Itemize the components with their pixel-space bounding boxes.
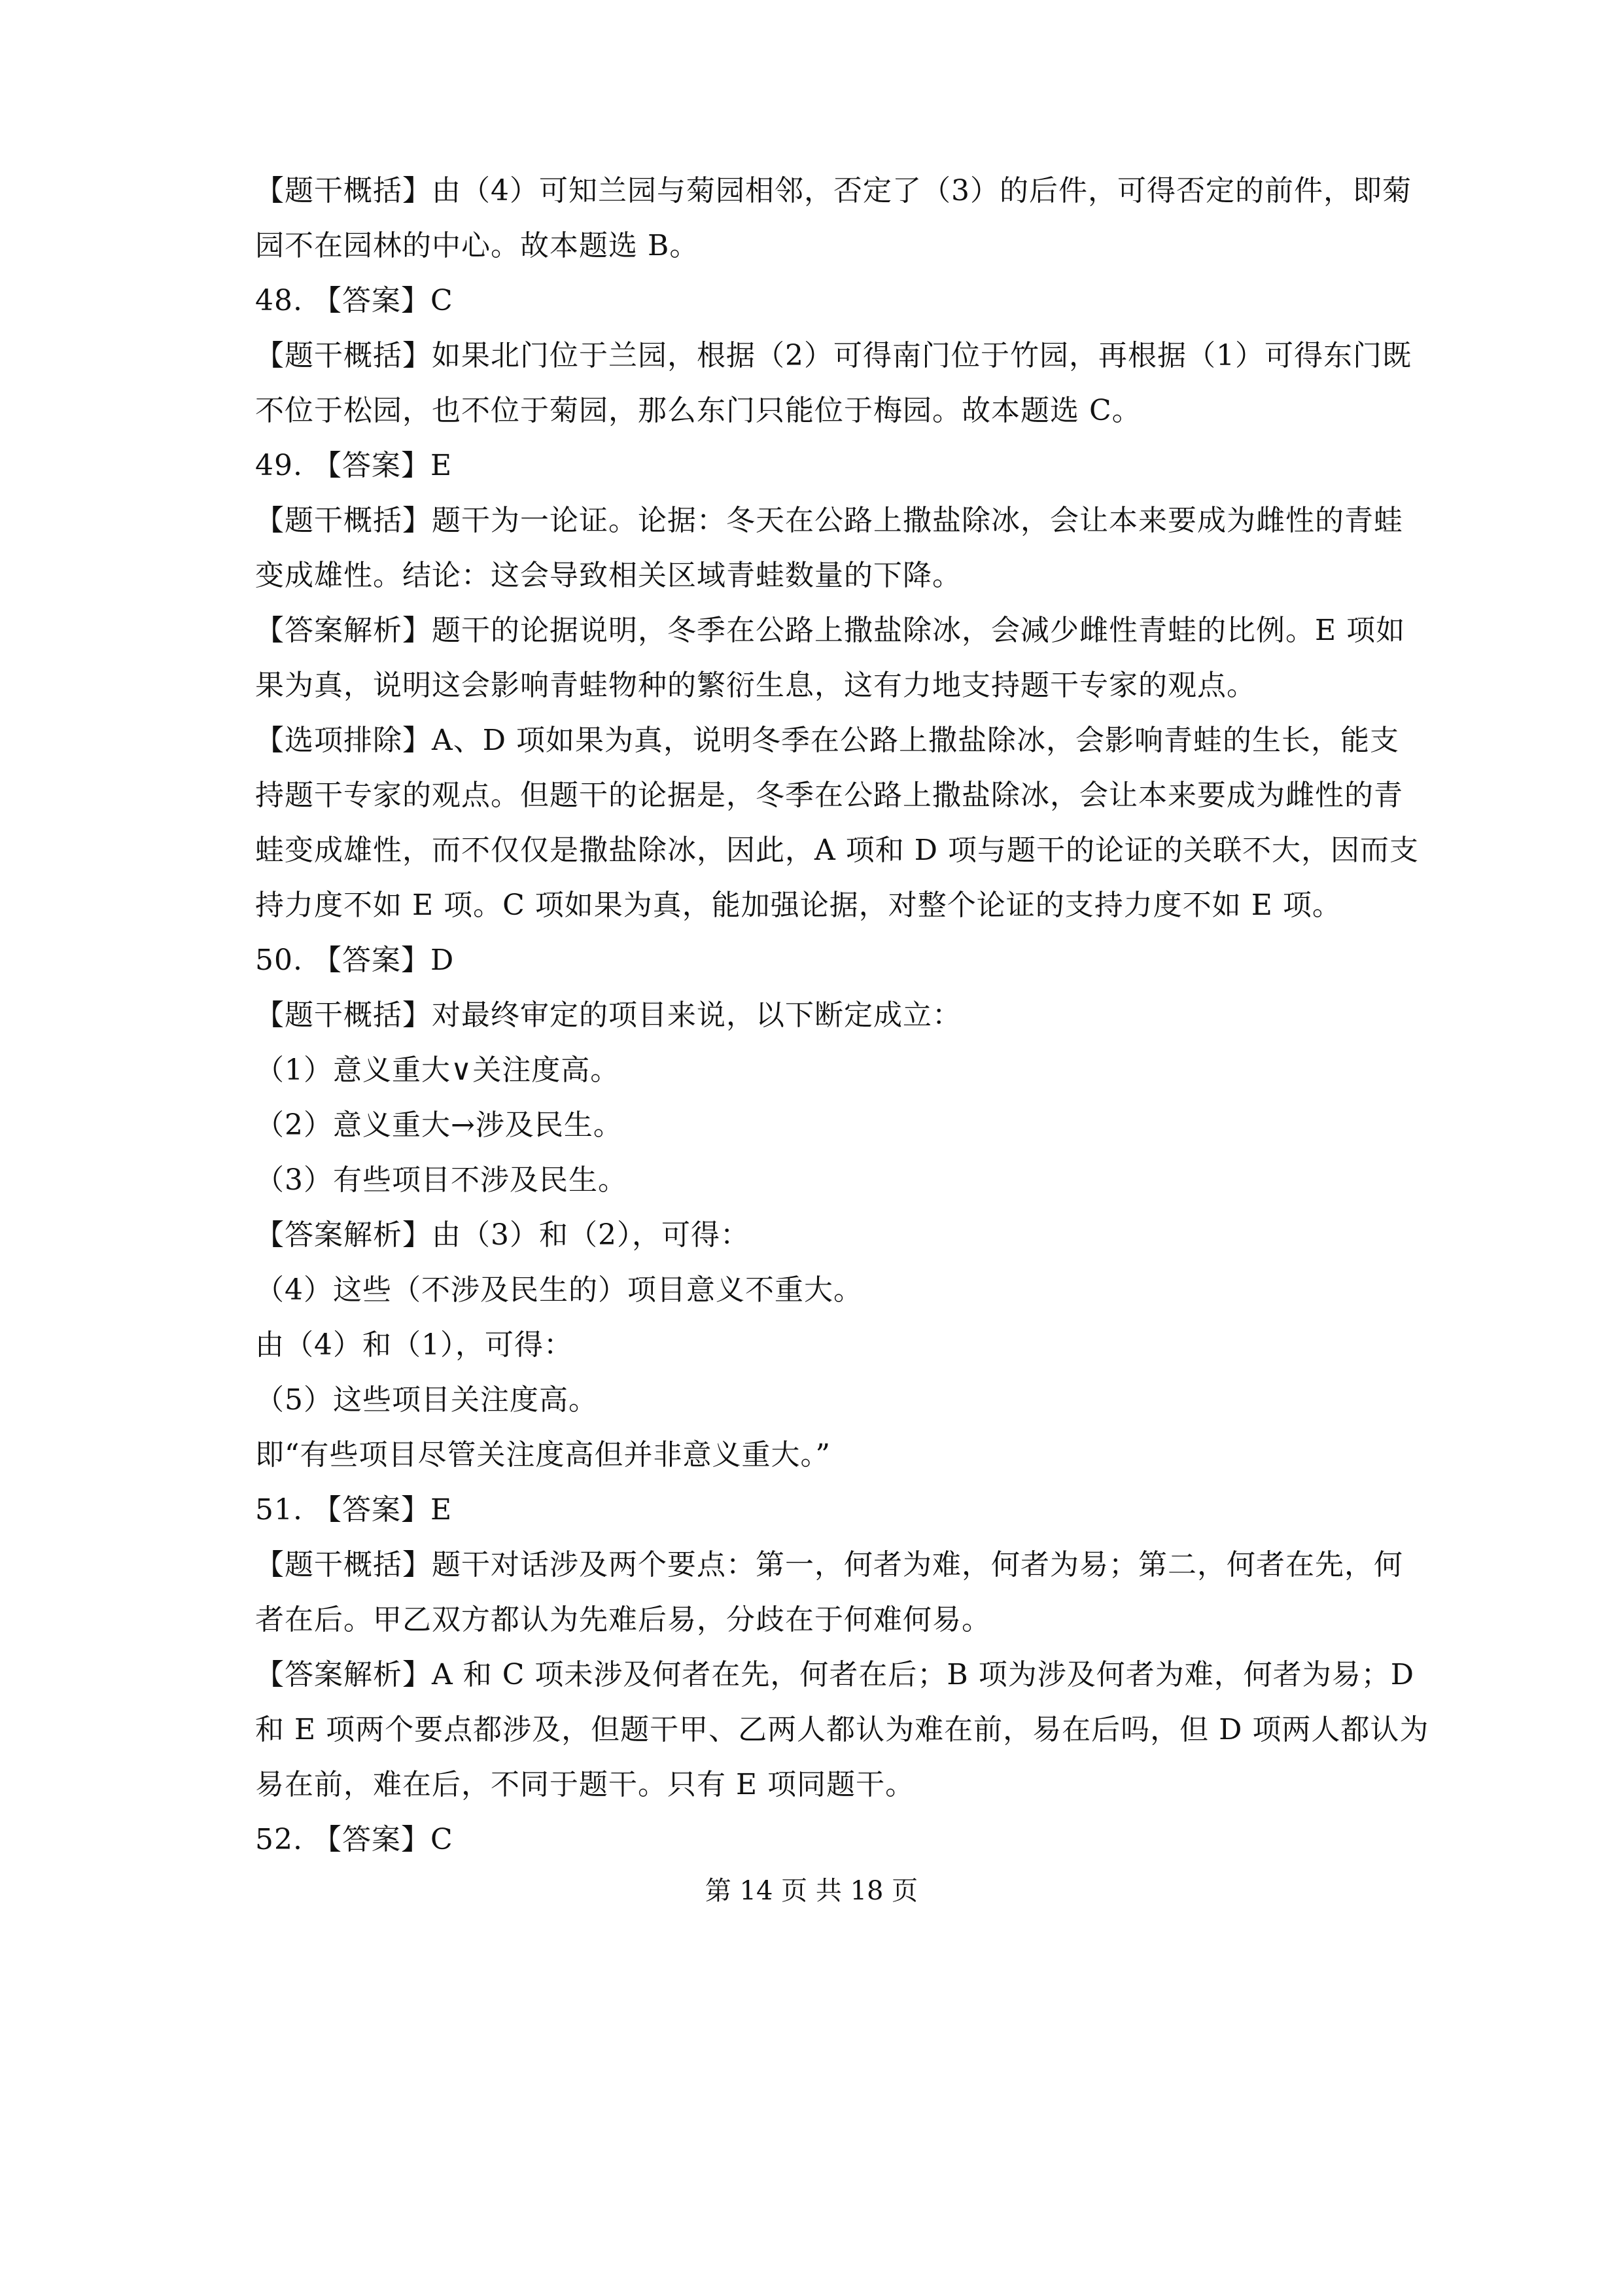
text-line: 园不在园林的中心。故本题选 B。 [255, 229, 699, 262]
text-line: 【题干概括】题干为一论证。论据：冬天在公路上撒盐除冰，会让本来要成为雌性的青蛙 [255, 504, 1403, 537]
question-answer-header: 50. 【答案】D [255, 944, 455, 977]
text-line: 【选项排除】A、D 项如果为真，说明冬季在公路上撒盐除冰，会影响青蛙的生长，能支 [255, 724, 1400, 757]
page-number-footer: 第 14 页 共 18 页 [705, 1876, 918, 1906]
text-line: （5）这些项目关注度高。 [255, 1383, 598, 1417]
text-line: （1）意义重大∨关注度高。 [255, 1053, 620, 1087]
text-line: （4）这些（不涉及民生的）项目意义不重大。 [255, 1273, 863, 1307]
question-answer-header: 51. 【答案】E [255, 1493, 453, 1527]
question-answer-header: 48. 【答案】C [255, 284, 453, 317]
text-line: 者在后。甲乙双方都认为先难后易，分歧在于何难何易。 [255, 1603, 991, 1636]
text-line: 易在前，难在后，不同于题干。只有 E 项同题干。 [255, 1768, 915, 1801]
text-line: 由（4）和（1），可得： [255, 1328, 573, 1362]
text-line: 即“有些项目尽管关注度高但并非意义重大。” [255, 1438, 831, 1472]
text-line: 【答案解析】题干的论据说明，冬季在公路上撒盐除冰，会减少雌性青蛙的比例。E 项如 [255, 614, 1406, 647]
text-line: 【题干概括】题干对话涉及两个要点：第一，何者为难，何者为易；第二，何者在先，何 [255, 1548, 1403, 1581]
text-line: 【题干概括】如果北门位于兰园，根据（2）可得南门位于竹园，再根据（1）可得东门既 [255, 339, 1412, 372]
text-line: （2）意义重大→涉及民生。 [255, 1108, 623, 1142]
text-line: 持力度不如 E 项。C 项如果为真，能加强论据，对整个论证的支持力度不如 E 项。 [255, 889, 1342, 922]
text-line: 蛙变成雄性，而不仅仅是撒盐除冰，因此，A 项和 D 项与题干的论证的关联不大，因而支 [255, 834, 1420, 867]
text-line: 和 E 项两个要点都涉及，但题干甲、乙两人都认为难在前，易在后吗，但 D 项两人都认为 [255, 1713, 1429, 1746]
question-answer-header: 49. 【答案】E [255, 449, 453, 482]
text-line: 【题干概括】由（4）可知兰园与菊园相邻，否定了（3）的后件，可得否定的前件，即菊 [255, 174, 1412, 207]
text-line: （3）有些项目不涉及民生。 [255, 1163, 627, 1197]
text-line: 【答案解析】A 和 C 项未涉及何者在先，何者在后；B 项为涉及何者为难，何者为易；D [255, 1658, 1414, 1691]
text-line: 不位于松园，也不位于菊园，那么东门只能位于梅园。故本题选 C。 [255, 394, 1142, 427]
text-line: 【题干概括】对最终审定的项目来说，以下断定成立： [255, 998, 962, 1032]
text-line: 果为真，说明这会影响青蛙物种的繁衍生息，这有力地支持题干专家的观点。 [255, 669, 1256, 702]
text-line: 持题干专家的观点。但题干的论据是，冬季在公路上撒盐除冰，会让本来要成为雌性的青 [255, 779, 1403, 812]
text-line: 变成雄性。结论：这会导致相关区域青蛙数量的下降。 [255, 559, 962, 592]
question-answer-header: 52. 【答案】C [255, 1823, 453, 1856]
text-line: 【答案解析】由（3）和（2），可得： [255, 1218, 750, 1252]
answer-explanations [255, 164, 1429, 1867]
